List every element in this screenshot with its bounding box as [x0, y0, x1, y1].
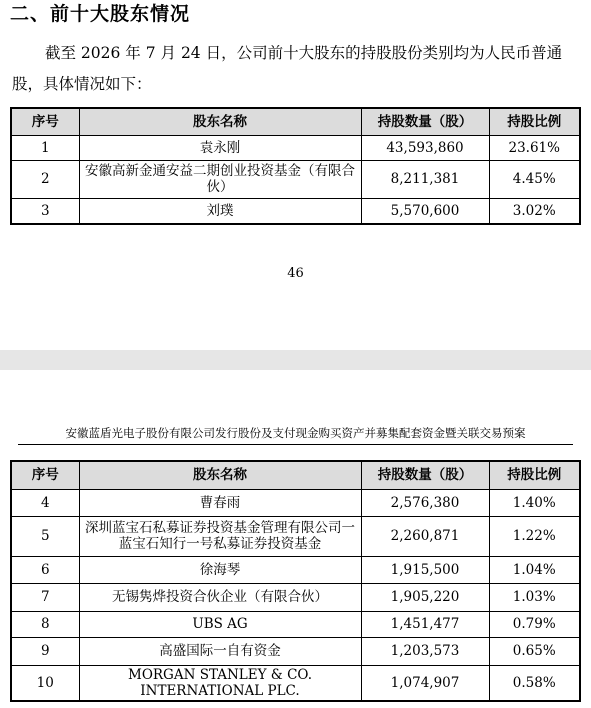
cell-seq: 5: [11, 516, 79, 556]
cell-name: 安徽高新金通安益二期创业投资基金（有限合伙）: [79, 160, 361, 198]
page-number: 46: [287, 266, 304, 281]
cell-seq: 3: [11, 198, 79, 224]
header-seq: 序号: [11, 108, 79, 135]
document-page-2: [0, 370, 591, 708]
cell-shares: 1,915,500: [361, 556, 489, 583]
shareholder-table-part1: [10, 107, 581, 225]
table-row: [11, 160, 580, 198]
header-shares: 持股数量（股）: [361, 461, 489, 489]
header-shares: 持股数量（股）: [361, 108, 489, 135]
header-ratio: 持股比例: [489, 461, 580, 489]
header-ratio: 持股比例: [489, 108, 580, 135]
cell-ratio: 0.65%: [489, 637, 580, 665]
cell-name: 曹春雨: [79, 489, 361, 516]
table-row: [11, 665, 580, 701]
header-name: 股东名称: [79, 108, 361, 135]
cell-seq: 2: [11, 160, 79, 198]
cell-name: 深圳蓝宝石私募证券投资基金管理有限公司一蓝宝石知行一号私募证券投资基金: [79, 516, 361, 556]
table-row: [11, 489, 580, 516]
cell-seq: 9: [11, 637, 79, 665]
cell-shares: 1,905,220: [361, 583, 489, 611]
cell-ratio: 1.04%: [489, 556, 580, 583]
cell-ratio: 1.40%: [489, 489, 580, 516]
cell-ratio: 1.22%: [489, 516, 580, 556]
cell-shares: 1,074,907: [361, 665, 489, 701]
cell-seq: 8: [11, 611, 79, 637]
cell-name: 徐海琴: [79, 556, 361, 583]
table-row: [11, 135, 580, 160]
cell-ratio: 0.58%: [489, 665, 580, 701]
table-row: [11, 637, 580, 665]
cell-shares: 8,211,381: [361, 160, 489, 198]
cell-shares: 1,203,573: [361, 637, 489, 665]
cell-name: 袁永刚: [79, 135, 361, 160]
cell-seq: 6: [11, 556, 79, 583]
cell-shares: 43,593,860: [361, 135, 489, 160]
intro-paragraph: 截至 2026 年 7 月 24 日，公司前十大股东的持股股份类别均为人民币普通股，具体情况如下：: [12, 44, 563, 93]
cell-name: 无锡隽烨投资合伙企业（有限合伙）: [79, 583, 361, 611]
cell-ratio: 0.79%: [489, 611, 580, 637]
cell-name: MORGAN STANLEY & CO. INTERNATIONAL PLC.: [79, 665, 361, 701]
running-header: 安徽蓝盾光电子股份有限公司发行股份及支付现金购买资产并募集配套资金暨关联交易预案: [18, 425, 573, 445]
cell-shares: 2,576,380: [361, 489, 489, 516]
table-row: [11, 198, 580, 224]
table-row: [11, 556, 580, 583]
cell-shares: 2,260,871: [361, 516, 489, 556]
document-page-1: [0, 0, 591, 350]
cell-shares: 1,451,477: [361, 611, 489, 637]
section-title: 二、前十大股东情况: [10, 3, 191, 25]
cell-seq: 7: [11, 583, 79, 611]
cell-name: 高盛国际一自有资金: [79, 637, 361, 665]
cell-seq: 4: [11, 489, 79, 516]
cell-ratio: 1.03%: [489, 583, 580, 611]
cell-shares: 5,570,600: [361, 198, 489, 224]
table-row: [11, 611, 580, 637]
cell-ratio: 3.02%: [489, 198, 580, 224]
cell-name: UBS AG: [79, 611, 361, 637]
cell-ratio: 4.45%: [489, 160, 580, 198]
cell-name: 刘璞: [79, 198, 361, 224]
cell-seq: 1: [11, 135, 79, 160]
cell-seq: 10: [11, 665, 79, 701]
table-row: [11, 516, 580, 556]
header-name: 股东名称: [79, 461, 361, 489]
page-separator: [0, 350, 591, 370]
shareholder-table-part2: [10, 460, 581, 702]
header-seq: 序号: [11, 461, 79, 489]
cell-ratio: 23.61%: [489, 135, 580, 160]
table-row: [11, 583, 580, 611]
